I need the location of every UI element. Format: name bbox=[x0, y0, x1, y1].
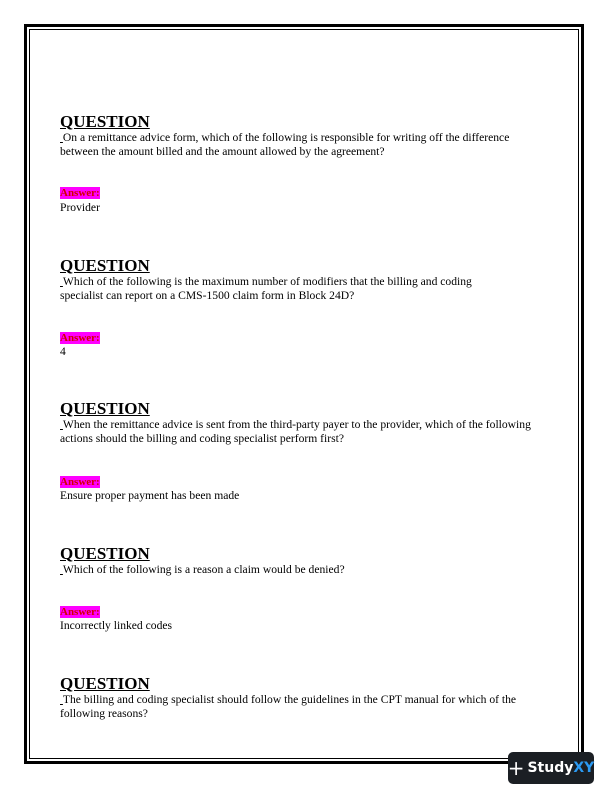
question-block-1 bbox=[60, 113, 560, 159]
studyxy-logo bbox=[508, 752, 594, 784]
plus-icon: + bbox=[507, 756, 525, 780]
question-text: On a remittance advice form, which of the following is responsible for writing off the difference between the amount billed and the amount allowed by the agreement? bbox=[60, 131, 510, 158]
answer-label: Answer: bbox=[60, 187, 100, 199]
answer-label: Answer: bbox=[60, 606, 100, 618]
answer-text: Incorrectly linked codes bbox=[60, 619, 173, 632]
question-text: Which of the following is the maximum number of modifiers that the billing and coding specialist can report on a CMS-1500 claim form in Block 24D? bbox=[60, 275, 472, 302]
answer-text: Provider bbox=[60, 201, 100, 214]
logo-text-main: Study bbox=[527, 760, 574, 776]
question-heading: QUESTION bbox=[60, 112, 150, 131]
question-block-3 bbox=[60, 400, 560, 446]
question-block-2 bbox=[60, 257, 560, 303]
question-heading: QUESTION bbox=[60, 674, 150, 693]
question-block-4 bbox=[60, 545, 560, 577]
question-heading: QUESTION bbox=[60, 544, 150, 563]
answer-text: 4 bbox=[60, 345, 66, 358]
question-text: The billing and coding specialist should follow the guidelines in the CPT manual for which of the following reasons? bbox=[60, 693, 517, 720]
question-block-5 bbox=[60, 675, 560, 721]
answer-text: Ensure proper payment has been made bbox=[60, 489, 240, 502]
answer-label: Answer: bbox=[60, 476, 100, 488]
answer-label: Answer: bbox=[60, 332, 100, 344]
logo-text-accent: XY bbox=[573, 760, 595, 776]
question-heading: QUESTION bbox=[60, 256, 150, 275]
question-text: Which of the following is a reason a claim would be denied? bbox=[62, 563, 345, 576]
question-heading: QUESTION bbox=[60, 399, 150, 418]
question-text: When the remittance advice is sent from the third-party payer to the provider, which of the following actions should the billing and coding specialist perform first? bbox=[60, 418, 531, 445]
